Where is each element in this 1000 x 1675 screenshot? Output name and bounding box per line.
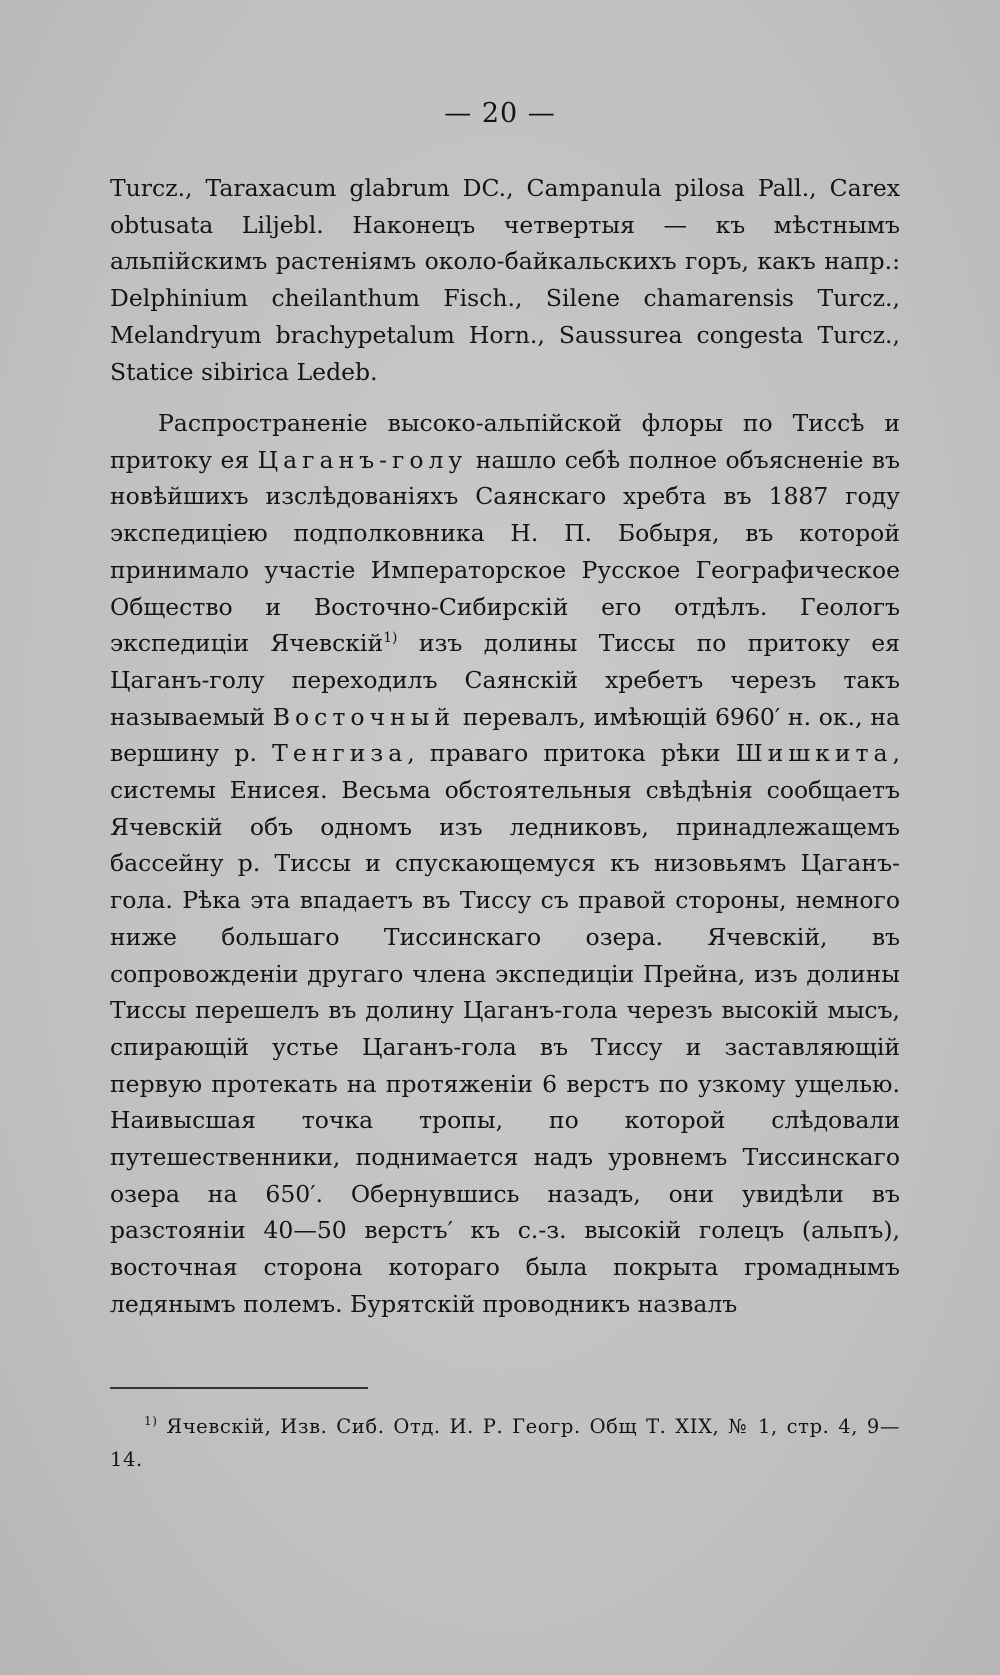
- paragraph-2-text: нашло себѣ полное объясненіе въ новѣйшихъ изслѣдованіяхъ Саянскаго хребта въ 1887 году экспедиціею подполковника Н. П. Бобыря, въ которой принимало участіе Императорское Русское Географическое Общество и Восточно-Сибирскій его отдѣлъ. Геологъ экспедиціи Ячевскій: [110, 445, 900, 658]
- footnote-text: Ячевскій, Изв. Сиб. Отд. И. Р. Геогр. Общ Т. XIX, № 1, стр. 4, 9—14.: [110, 1415, 900, 1471]
- footnote-mark: 1): [144, 1414, 158, 1428]
- footnote-text-wrapper: [110, 1410, 900, 1476]
- paragraph-1: Turcz., Taraxacum glabrum DC., Campanula pilosa Pall., Carex obtusata Liljebl. Наконецъ четвертыя — къ мѣстнымъ альпійскимъ растеніямъ около-байкальскихъ горъ, какъ напр.: Delphinium cheilanthum Fisch., Silene chamarensis Turcz., Melandryum brachypetalum Horn., Saussurea congesta Turcz., Statice sibirica Ledeb.: [110, 174, 900, 386]
- paragraph-2-text: , системы Енисея. Весьма обстоятельныя свѣдѣнія сообщаетъ Ячевскій объ одномъ изъ ледниковъ, принадлежащемъ бассейну р. Тиссы и спускающемуся къ низовьямъ Цаганъ-гола. Рѣка эта впадаетъ въ Тиссу съ правой стороны, немного ниже большаго Тиссинскаго озера. Ячевскій, въ сопровожденіи другаго члена экспедиціи Прейна, изъ долины Тиссы перешелъ въ долину Цаганъ-гола черезъ высокій мысъ, спирающій устье Цаганъ-гола въ Тиссу и заставляющій первую протекать на протяженіи 6 верстъ по узкому ущелью. Наивысшая точка тропы, по которой слѣдовали путешественники, поднимается надъ уровнемъ Тиссинскаго озера на 650′. Обернувшись назадъ, они увидѣли въ разстояніи 40—50 верстъ′ къ с.-з. высокій голецъ (альпъ), восточная сторона котораго была покрыта громаднымъ ледянымъ полемъ. Бурятскій проводникъ назвалъ: [110, 739, 900, 1318]
- paragraph-2: [110, 405, 900, 1323]
- paragraph-2-text: перевалъ, имѣющій 6960′ н. ок., на вершину р.: [110, 702, 900, 768]
- paragraph-2-block: [110, 405, 900, 1323]
- spaced-name-vostochny: Восточный: [272, 702, 456, 731]
- footnote-divider: [110, 1387, 368, 1389]
- spaced-name-tsagan-gol: Цаганъ-голу: [257, 445, 468, 474]
- spaced-name-shishkit: Шишкита: [735, 739, 893, 768]
- footnote: [110, 1410, 900, 1476]
- paragraph-2-text: Распространеніе высоко-альпійской флоры по Тиссѣ и притоку ея: [110, 409, 900, 474]
- paragraph-1-block: [110, 170, 900, 390]
- page-number: — 20 —: [444, 98, 556, 129]
- paragraph-2-text: , праваго притока рѣки: [407, 739, 736, 768]
- paragraph-2-text: изъ долины Тиссы по притоку ея Цаганъ-голу переходилъ Саянскій хребетъ черезъ такъ называемый: [110, 629, 900, 731]
- spaced-name-tengiz: Тенгиза: [272, 739, 408, 768]
- footnote-reference: 1): [383, 630, 398, 647]
